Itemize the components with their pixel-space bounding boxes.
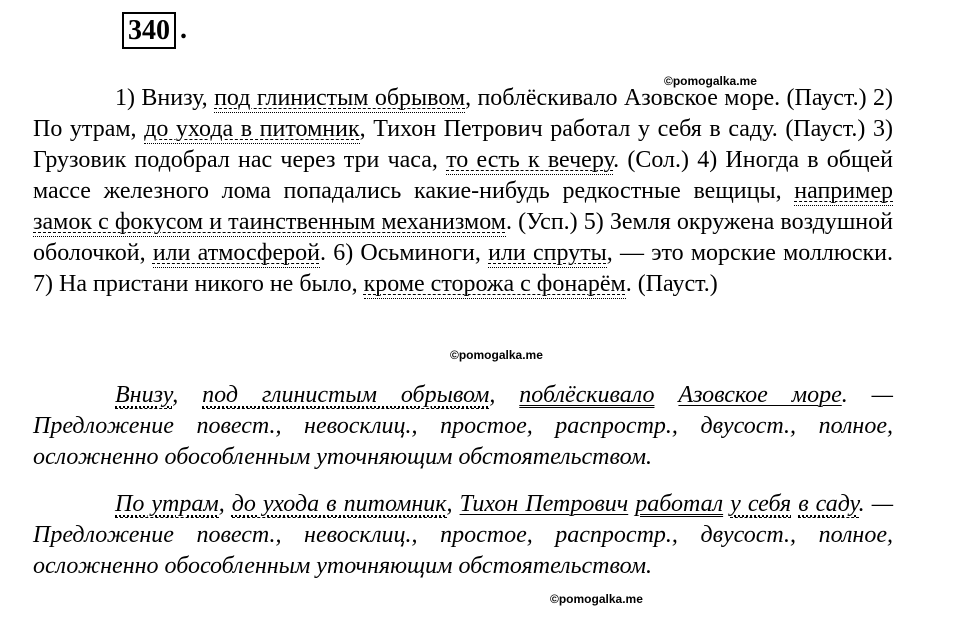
- sentence-5: 5) Земля окружена воздушной оболочкой, или атмосферой.: [33, 209, 893, 266]
- adverbial-word: Внизу: [115, 382, 173, 408]
- adverbial-isolated: до ухода в питомник: [231, 491, 447, 517]
- isolated-member: под глинистым обрывом: [214, 85, 466, 111]
- sentence-2: 2) По утрам, до ухода в питомник, Тихон Петрович работал у себя в саду. (Пауст.): [33, 85, 893, 142]
- isolated-member: например замок с фокусом и таинственным механизмом: [33, 178, 893, 235]
- adverbial-isolated: под глинистым обрывом: [202, 382, 490, 408]
- watermark-bottom: ©pomogalka.me: [550, 592, 643, 606]
- isolated-member: то есть к вечеру: [446, 147, 614, 173]
- answer-1: Внизу, под глинистым обрывом, поблёскивало Азовское море. — Предложение повест., невосклиц., простое, распростр., двусост., полное, осложненно обособленным уточняющим обстоятельством.: [33, 382, 894, 470]
- isolated-member: или спруты: [488, 240, 607, 266]
- adverbial-place-2: в саду: [798, 491, 859, 517]
- isolated-member: кроме сторожа с фонарём: [363, 271, 626, 297]
- sentence-4: 4) Иногда в общей массе железного лома попадались какие-нибудь редкостные вещицы, например замок с фокусом и таинственным механизмом. (Усп.): [33, 147, 893, 235]
- task-text: [33, 83, 893, 300]
- exercise-number: 340: [128, 15, 170, 46]
- sentence-1: 1) Внизу, под глинистым обрывом, поблёскивало Азовское море. (Пауст.): [115, 85, 873, 111]
- adverbial-place-1: у себя: [730, 491, 792, 517]
- answer-2: По утрам, до ухода в питомник, Тихон Петрович работал у себя в саду. — Предложение повест., невосклиц., простое, распростр., двусост., полное, осложненно обособленным уточняющим обстоятельством.: [33, 491, 894, 579]
- predicate: поблёскивало: [519, 382, 655, 408]
- watermark-middle: ©pomogalka.me: [450, 348, 543, 362]
- adverbial-word: По утрам: [115, 491, 219, 517]
- isolated-member: до ухода в питомник: [144, 116, 360, 142]
- predicate: работал: [635, 491, 724, 517]
- isolated-member: или атмосферой: [152, 240, 320, 266]
- subject: Азовское море: [678, 382, 842, 408]
- sentence-6: 6) Осьминоги, или спруты, — это морские моллюски.: [333, 240, 893, 266]
- sentence-3: 3) Грузовик подобрал нас через три часа, то есть к вечеру. (Сол.): [33, 116, 893, 173]
- sentence-7: 7) На пристани никого не было, кроме сторожа с фонарём. (Пауст.): [33, 271, 718, 297]
- subject: Тихон Петрович: [459, 491, 629, 517]
- exercise-number-dot: .: [180, 14, 187, 45]
- exercise-number-box: [122, 12, 176, 49]
- watermark-top: ©pomogalka.me: [664, 74, 757, 88]
